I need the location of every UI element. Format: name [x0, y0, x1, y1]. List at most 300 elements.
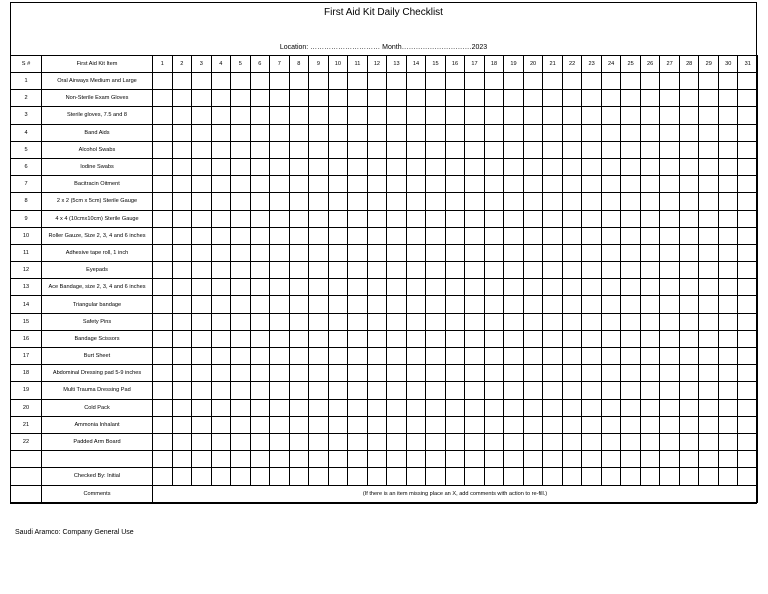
- day-check-cell[interactable]: [621, 262, 641, 279]
- day-check-cell[interactable]: [211, 141, 231, 158]
- day-check-cell[interactable]: [367, 382, 387, 399]
- day-check-cell[interactable]: [699, 176, 719, 193]
- day-check-cell[interactable]: [601, 107, 621, 124]
- day-check-cell[interactable]: [192, 382, 212, 399]
- day-check-cell[interactable]: [504, 296, 524, 313]
- day-check-cell[interactable]: [738, 90, 758, 107]
- day-check-cell[interactable]: [523, 296, 543, 313]
- day-check-cell[interactable]: [640, 176, 660, 193]
- day-check-cell[interactable]: [348, 90, 368, 107]
- day-check-cell[interactable]: [601, 348, 621, 365]
- day-check-cell[interactable]: [504, 416, 524, 433]
- day-check-cell[interactable]: [523, 193, 543, 210]
- day-check-cell[interactable]: [192, 348, 212, 365]
- day-check-cell[interactable]: [231, 262, 251, 279]
- day-check-cell[interactable]: [562, 262, 582, 279]
- day-check-cell[interactable]: [660, 330, 680, 347]
- day-check-cell[interactable]: [699, 365, 719, 382]
- day-check-cell[interactable]: [718, 210, 738, 227]
- day-check-cell[interactable]: [718, 107, 738, 124]
- day-check-cell[interactable]: [270, 296, 290, 313]
- day-check-cell[interactable]: [738, 107, 758, 124]
- day-check-cell[interactable]: [387, 451, 407, 468]
- day-check-cell[interactable]: [348, 296, 368, 313]
- day-check-cell[interactable]: [660, 244, 680, 261]
- day-check-cell[interactable]: [406, 158, 426, 175]
- day-check-cell[interactable]: [601, 451, 621, 468]
- day-check-cell[interactable]: [718, 399, 738, 416]
- day-check-cell[interactable]: [153, 279, 173, 296]
- day-check-cell[interactable]: [601, 141, 621, 158]
- day-check-cell[interactable]: [562, 176, 582, 193]
- day-check-cell[interactable]: [250, 244, 270, 261]
- day-check-cell[interactable]: [699, 433, 719, 450]
- day-check-cell[interactable]: [660, 90, 680, 107]
- day-check-cell[interactable]: [172, 365, 192, 382]
- day-check-cell[interactable]: [465, 399, 485, 416]
- day-check-cell[interactable]: [582, 124, 602, 141]
- day-check-cell[interactable]: [328, 330, 348, 347]
- day-check-cell[interactable]: [211, 433, 231, 450]
- day-check-cell[interactable]: [543, 193, 563, 210]
- day-check-cell[interactable]: [543, 90, 563, 107]
- day-check-cell[interactable]: [679, 210, 699, 227]
- day-check-cell[interactable]: [231, 158, 251, 175]
- day-check-cell[interactable]: [465, 365, 485, 382]
- day-check-cell[interactable]: [250, 107, 270, 124]
- day-check-cell[interactable]: [718, 348, 738, 365]
- day-check-cell[interactable]: [484, 176, 504, 193]
- comments-field[interactable]: (If there is an item missing place an X, add comments with action to re-fill.): [153, 485, 758, 502]
- day-check-cell[interactable]: [426, 193, 446, 210]
- day-check-cell[interactable]: [601, 193, 621, 210]
- day-check-cell[interactable]: [718, 227, 738, 244]
- day-check-cell[interactable]: [445, 73, 465, 90]
- day-check-cell[interactable]: [718, 279, 738, 296]
- day-check-cell[interactable]: [621, 244, 641, 261]
- day-check-cell[interactable]: [406, 313, 426, 330]
- day-check-cell[interactable]: [582, 176, 602, 193]
- day-check-cell[interactable]: [367, 365, 387, 382]
- day-check-cell[interactable]: [153, 124, 173, 141]
- day-check-cell[interactable]: [192, 124, 212, 141]
- day-check-cell[interactable]: [153, 210, 173, 227]
- day-check-cell[interactable]: [621, 90, 641, 107]
- day-check-cell[interactable]: [562, 158, 582, 175]
- day-check-cell[interactable]: [523, 90, 543, 107]
- initial-cell[interactable]: [465, 468, 485, 485]
- day-check-cell[interactable]: [387, 73, 407, 90]
- day-check-cell[interactable]: [621, 313, 641, 330]
- day-check-cell[interactable]: [465, 193, 485, 210]
- day-check-cell[interactable]: [679, 193, 699, 210]
- initial-cell[interactable]: [367, 468, 387, 485]
- day-check-cell[interactable]: [679, 382, 699, 399]
- day-check-cell[interactable]: [153, 141, 173, 158]
- day-check-cell[interactable]: [172, 244, 192, 261]
- day-check-cell[interactable]: [348, 313, 368, 330]
- day-check-cell[interactable]: [640, 227, 660, 244]
- day-check-cell[interactable]: [718, 193, 738, 210]
- initial-cell[interactable]: [250, 468, 270, 485]
- day-check-cell[interactable]: [172, 176, 192, 193]
- day-check-cell[interactable]: [523, 433, 543, 450]
- day-check-cell[interactable]: [465, 279, 485, 296]
- day-check-cell[interactable]: [211, 90, 231, 107]
- day-check-cell[interactable]: [445, 158, 465, 175]
- initial-cell[interactable]: [211, 468, 231, 485]
- day-check-cell[interactable]: [738, 176, 758, 193]
- day-check-cell[interactable]: [289, 433, 309, 450]
- day-check-cell[interactable]: [289, 73, 309, 90]
- day-check-cell[interactable]: [582, 313, 602, 330]
- day-check-cell[interactable]: [582, 227, 602, 244]
- day-check-cell[interactable]: [445, 193, 465, 210]
- day-check-cell[interactable]: [621, 296, 641, 313]
- day-check-cell[interactable]: [172, 124, 192, 141]
- day-check-cell[interactable]: [484, 210, 504, 227]
- day-check-cell[interactable]: [582, 141, 602, 158]
- day-check-cell[interactable]: [601, 279, 621, 296]
- day-check-cell[interactable]: [543, 330, 563, 347]
- day-check-cell[interactable]: [231, 227, 251, 244]
- day-check-cell[interactable]: [270, 73, 290, 90]
- day-check-cell[interactable]: [270, 382, 290, 399]
- day-check-cell[interactable]: [289, 210, 309, 227]
- day-check-cell[interactable]: [562, 244, 582, 261]
- day-check-cell[interactable]: [250, 433, 270, 450]
- day-check-cell[interactable]: [387, 176, 407, 193]
- day-check-cell[interactable]: [426, 124, 446, 141]
- day-check-cell[interactable]: [718, 90, 738, 107]
- day-check-cell[interactable]: [289, 451, 309, 468]
- day-check-cell[interactable]: [445, 348, 465, 365]
- initial-cell[interactable]: [718, 468, 738, 485]
- day-check-cell[interactable]: [660, 210, 680, 227]
- day-check-cell[interactable]: [465, 107, 485, 124]
- day-check-cell[interactable]: [621, 416, 641, 433]
- day-check-cell[interactable]: [250, 158, 270, 175]
- day-check-cell[interactable]: [504, 124, 524, 141]
- day-check-cell[interactable]: [543, 399, 563, 416]
- day-check-cell[interactable]: [640, 141, 660, 158]
- day-check-cell[interactable]: [582, 90, 602, 107]
- day-check-cell[interactable]: [523, 382, 543, 399]
- day-check-cell[interactable]: [231, 330, 251, 347]
- day-check-cell[interactable]: [270, 90, 290, 107]
- day-check-cell[interactable]: [426, 262, 446, 279]
- day-check-cell[interactable]: [562, 193, 582, 210]
- day-check-cell[interactable]: [328, 107, 348, 124]
- day-check-cell[interactable]: [367, 90, 387, 107]
- day-check-cell[interactable]: [484, 433, 504, 450]
- day-check-cell[interactable]: [250, 348, 270, 365]
- day-check-cell[interactable]: [465, 90, 485, 107]
- day-check-cell[interactable]: [621, 107, 641, 124]
- day-check-cell[interactable]: [445, 382, 465, 399]
- day-check-cell[interactable]: [738, 399, 758, 416]
- day-check-cell[interactable]: [718, 433, 738, 450]
- day-check-cell[interactable]: [660, 158, 680, 175]
- day-check-cell[interactable]: [250, 365, 270, 382]
- day-check-cell[interactable]: [367, 227, 387, 244]
- day-check-cell[interactable]: [211, 73, 231, 90]
- day-check-cell[interactable]: [621, 399, 641, 416]
- day-check-cell[interactable]: [504, 141, 524, 158]
- day-check-cell[interactable]: [231, 416, 251, 433]
- day-check-cell[interactable]: [523, 73, 543, 90]
- day-check-cell[interactable]: [153, 348, 173, 365]
- day-check-cell[interactable]: [679, 107, 699, 124]
- day-check-cell[interactable]: [426, 73, 446, 90]
- day-check-cell[interactable]: [621, 227, 641, 244]
- day-check-cell[interactable]: [211, 227, 231, 244]
- day-check-cell[interactable]: [621, 158, 641, 175]
- day-check-cell[interactable]: [484, 73, 504, 90]
- day-check-cell[interactable]: [270, 451, 290, 468]
- day-check-cell[interactable]: [153, 73, 173, 90]
- day-check-cell[interactable]: [465, 348, 485, 365]
- day-check-cell[interactable]: [484, 262, 504, 279]
- day-check-cell[interactable]: [738, 158, 758, 175]
- day-check-cell[interactable]: [601, 124, 621, 141]
- day-check-cell[interactable]: [367, 141, 387, 158]
- day-check-cell[interactable]: [231, 210, 251, 227]
- day-check-cell[interactable]: [445, 296, 465, 313]
- day-check-cell[interactable]: [192, 313, 212, 330]
- day-check-cell[interactable]: [192, 451, 212, 468]
- day-check-cell[interactable]: [406, 73, 426, 90]
- day-check-cell[interactable]: [484, 124, 504, 141]
- day-check-cell[interactable]: [426, 210, 446, 227]
- day-check-cell[interactable]: [738, 124, 758, 141]
- day-check-cell[interactable]: [367, 348, 387, 365]
- day-check-cell[interactable]: [387, 141, 407, 158]
- day-check-cell[interactable]: [328, 296, 348, 313]
- day-check-cell[interactable]: [406, 124, 426, 141]
- day-check-cell[interactable]: [270, 262, 290, 279]
- day-check-cell[interactable]: [250, 124, 270, 141]
- day-check-cell[interactable]: [543, 244, 563, 261]
- day-check-cell[interactable]: [387, 107, 407, 124]
- day-check-cell[interactable]: [406, 176, 426, 193]
- day-check-cell[interactable]: [153, 382, 173, 399]
- day-check-cell[interactable]: [192, 158, 212, 175]
- initial-cell[interactable]: [523, 468, 543, 485]
- day-check-cell[interactable]: [211, 210, 231, 227]
- day-check-cell[interactable]: [406, 416, 426, 433]
- initial-cell[interactable]: [484, 468, 504, 485]
- day-check-cell[interactable]: [484, 107, 504, 124]
- day-check-cell[interactable]: [172, 451, 192, 468]
- day-check-cell[interactable]: [289, 279, 309, 296]
- day-check-cell[interactable]: [523, 416, 543, 433]
- day-check-cell[interactable]: [484, 348, 504, 365]
- day-check-cell[interactable]: [660, 124, 680, 141]
- day-check-cell[interactable]: [640, 399, 660, 416]
- day-check-cell[interactable]: [718, 176, 738, 193]
- day-check-cell[interactable]: [484, 227, 504, 244]
- day-check-cell[interactable]: [543, 313, 563, 330]
- day-check-cell[interactable]: [445, 107, 465, 124]
- day-check-cell[interactable]: [172, 158, 192, 175]
- day-check-cell[interactable]: [426, 107, 446, 124]
- day-check-cell[interactable]: [699, 330, 719, 347]
- day-check-cell[interactable]: [192, 193, 212, 210]
- day-check-cell[interactable]: [153, 330, 173, 347]
- day-check-cell[interactable]: [601, 90, 621, 107]
- day-check-cell[interactable]: [640, 382, 660, 399]
- day-check-cell[interactable]: [406, 451, 426, 468]
- day-check-cell[interactable]: [309, 365, 329, 382]
- day-check-cell[interactable]: [582, 244, 602, 261]
- day-check-cell[interactable]: [484, 416, 504, 433]
- day-check-cell[interactable]: [426, 451, 446, 468]
- day-check-cell[interactable]: [445, 90, 465, 107]
- day-check-cell[interactable]: [367, 244, 387, 261]
- initial-cell[interactable]: [387, 468, 407, 485]
- day-check-cell[interactable]: [484, 193, 504, 210]
- day-check-cell[interactable]: [348, 365, 368, 382]
- day-check-cell[interactable]: [192, 262, 212, 279]
- day-check-cell[interactable]: [660, 73, 680, 90]
- day-check-cell[interactable]: [738, 279, 758, 296]
- day-check-cell[interactable]: [621, 365, 641, 382]
- initial-cell[interactable]: [504, 468, 524, 485]
- day-check-cell[interactable]: [270, 365, 290, 382]
- day-check-cell[interactable]: [640, 416, 660, 433]
- day-check-cell[interactable]: [231, 451, 251, 468]
- day-check-cell[interactable]: [328, 313, 348, 330]
- day-check-cell[interactable]: [426, 296, 446, 313]
- day-check-cell[interactable]: [601, 227, 621, 244]
- day-check-cell[interactable]: [328, 244, 348, 261]
- day-check-cell[interactable]: [523, 227, 543, 244]
- day-check-cell[interactable]: [660, 399, 680, 416]
- day-check-cell[interactable]: [289, 348, 309, 365]
- day-check-cell[interactable]: [309, 348, 329, 365]
- day-check-cell[interactable]: [465, 176, 485, 193]
- day-check-cell[interactable]: [582, 193, 602, 210]
- day-check-cell[interactable]: [328, 124, 348, 141]
- day-check-cell[interactable]: [621, 451, 641, 468]
- day-check-cell[interactable]: [406, 210, 426, 227]
- day-check-cell[interactable]: [601, 262, 621, 279]
- day-check-cell[interactable]: [640, 158, 660, 175]
- day-check-cell[interactable]: [348, 416, 368, 433]
- day-check-cell[interactable]: [660, 296, 680, 313]
- day-check-cell[interactable]: [523, 451, 543, 468]
- day-check-cell[interactable]: [309, 279, 329, 296]
- day-check-cell[interactable]: [153, 107, 173, 124]
- initial-cell[interactable]: [289, 468, 309, 485]
- day-check-cell[interactable]: [523, 244, 543, 261]
- day-check-cell[interactable]: [465, 382, 485, 399]
- day-check-cell[interactable]: [445, 313, 465, 330]
- day-check-cell[interactable]: [309, 227, 329, 244]
- day-check-cell[interactable]: [426, 416, 446, 433]
- day-check-cell[interactable]: [562, 313, 582, 330]
- day-check-cell[interactable]: [679, 90, 699, 107]
- day-check-cell[interactable]: [562, 141, 582, 158]
- day-check-cell[interactable]: [309, 210, 329, 227]
- day-check-cell[interactable]: [718, 158, 738, 175]
- day-check-cell[interactable]: [660, 193, 680, 210]
- day-check-cell[interactable]: [543, 348, 563, 365]
- day-check-cell[interactable]: [699, 416, 719, 433]
- day-check-cell[interactable]: [718, 244, 738, 261]
- day-check-cell[interactable]: [406, 382, 426, 399]
- day-check-cell[interactable]: [348, 193, 368, 210]
- day-check-cell[interactable]: [289, 313, 309, 330]
- day-check-cell[interactable]: [562, 382, 582, 399]
- initial-cell[interactable]: [328, 468, 348, 485]
- day-check-cell[interactable]: [348, 348, 368, 365]
- initial-cell[interactable]: [192, 468, 212, 485]
- day-check-cell[interactable]: [289, 296, 309, 313]
- day-check-cell[interactable]: [699, 348, 719, 365]
- day-check-cell[interactable]: [153, 262, 173, 279]
- day-check-cell[interactable]: [270, 399, 290, 416]
- day-check-cell[interactable]: [270, 348, 290, 365]
- day-check-cell[interactable]: [211, 107, 231, 124]
- day-check-cell[interactable]: [153, 399, 173, 416]
- day-check-cell[interactable]: [231, 348, 251, 365]
- initial-cell[interactable]: [426, 468, 446, 485]
- day-check-cell[interactable]: [367, 176, 387, 193]
- day-check-cell[interactable]: [289, 107, 309, 124]
- day-check-cell[interactable]: [699, 227, 719, 244]
- day-check-cell[interactable]: [426, 433, 446, 450]
- day-check-cell[interactable]: [523, 262, 543, 279]
- day-check-cell[interactable]: [601, 244, 621, 261]
- day-check-cell[interactable]: [621, 210, 641, 227]
- day-check-cell[interactable]: [406, 262, 426, 279]
- day-check-cell[interactable]: [523, 124, 543, 141]
- day-check-cell[interactable]: [465, 244, 485, 261]
- day-check-cell[interactable]: [640, 296, 660, 313]
- day-check-cell[interactable]: [250, 330, 270, 347]
- day-check-cell[interactable]: [387, 124, 407, 141]
- day-check-cell[interactable]: [192, 399, 212, 416]
- day-check-cell[interactable]: [211, 193, 231, 210]
- day-check-cell[interactable]: [504, 382, 524, 399]
- day-check-cell[interactable]: [718, 313, 738, 330]
- day-check-cell[interactable]: [309, 451, 329, 468]
- day-check-cell[interactable]: [699, 382, 719, 399]
- day-check-cell[interactable]: [172, 141, 192, 158]
- day-check-cell[interactable]: [621, 279, 641, 296]
- day-check-cell[interactable]: [679, 244, 699, 261]
- day-check-cell[interactable]: [543, 382, 563, 399]
- day-check-cell[interactable]: [289, 262, 309, 279]
- initial-cell[interactable]: [270, 468, 290, 485]
- day-check-cell[interactable]: [387, 313, 407, 330]
- day-check-cell[interactable]: [679, 124, 699, 141]
- day-check-cell[interactable]: [660, 176, 680, 193]
- day-check-cell[interactable]: [660, 433, 680, 450]
- day-check-cell[interactable]: [601, 365, 621, 382]
- day-check-cell[interactable]: [328, 73, 348, 90]
- day-check-cell[interactable]: [738, 313, 758, 330]
- day-check-cell[interactable]: [640, 73, 660, 90]
- day-check-cell[interactable]: [562, 348, 582, 365]
- day-check-cell[interactable]: [211, 262, 231, 279]
- day-check-cell[interactable]: [621, 141, 641, 158]
- day-check-cell[interactable]: [562, 90, 582, 107]
- day-check-cell[interactable]: [640, 313, 660, 330]
- day-check-cell[interactable]: [562, 279, 582, 296]
